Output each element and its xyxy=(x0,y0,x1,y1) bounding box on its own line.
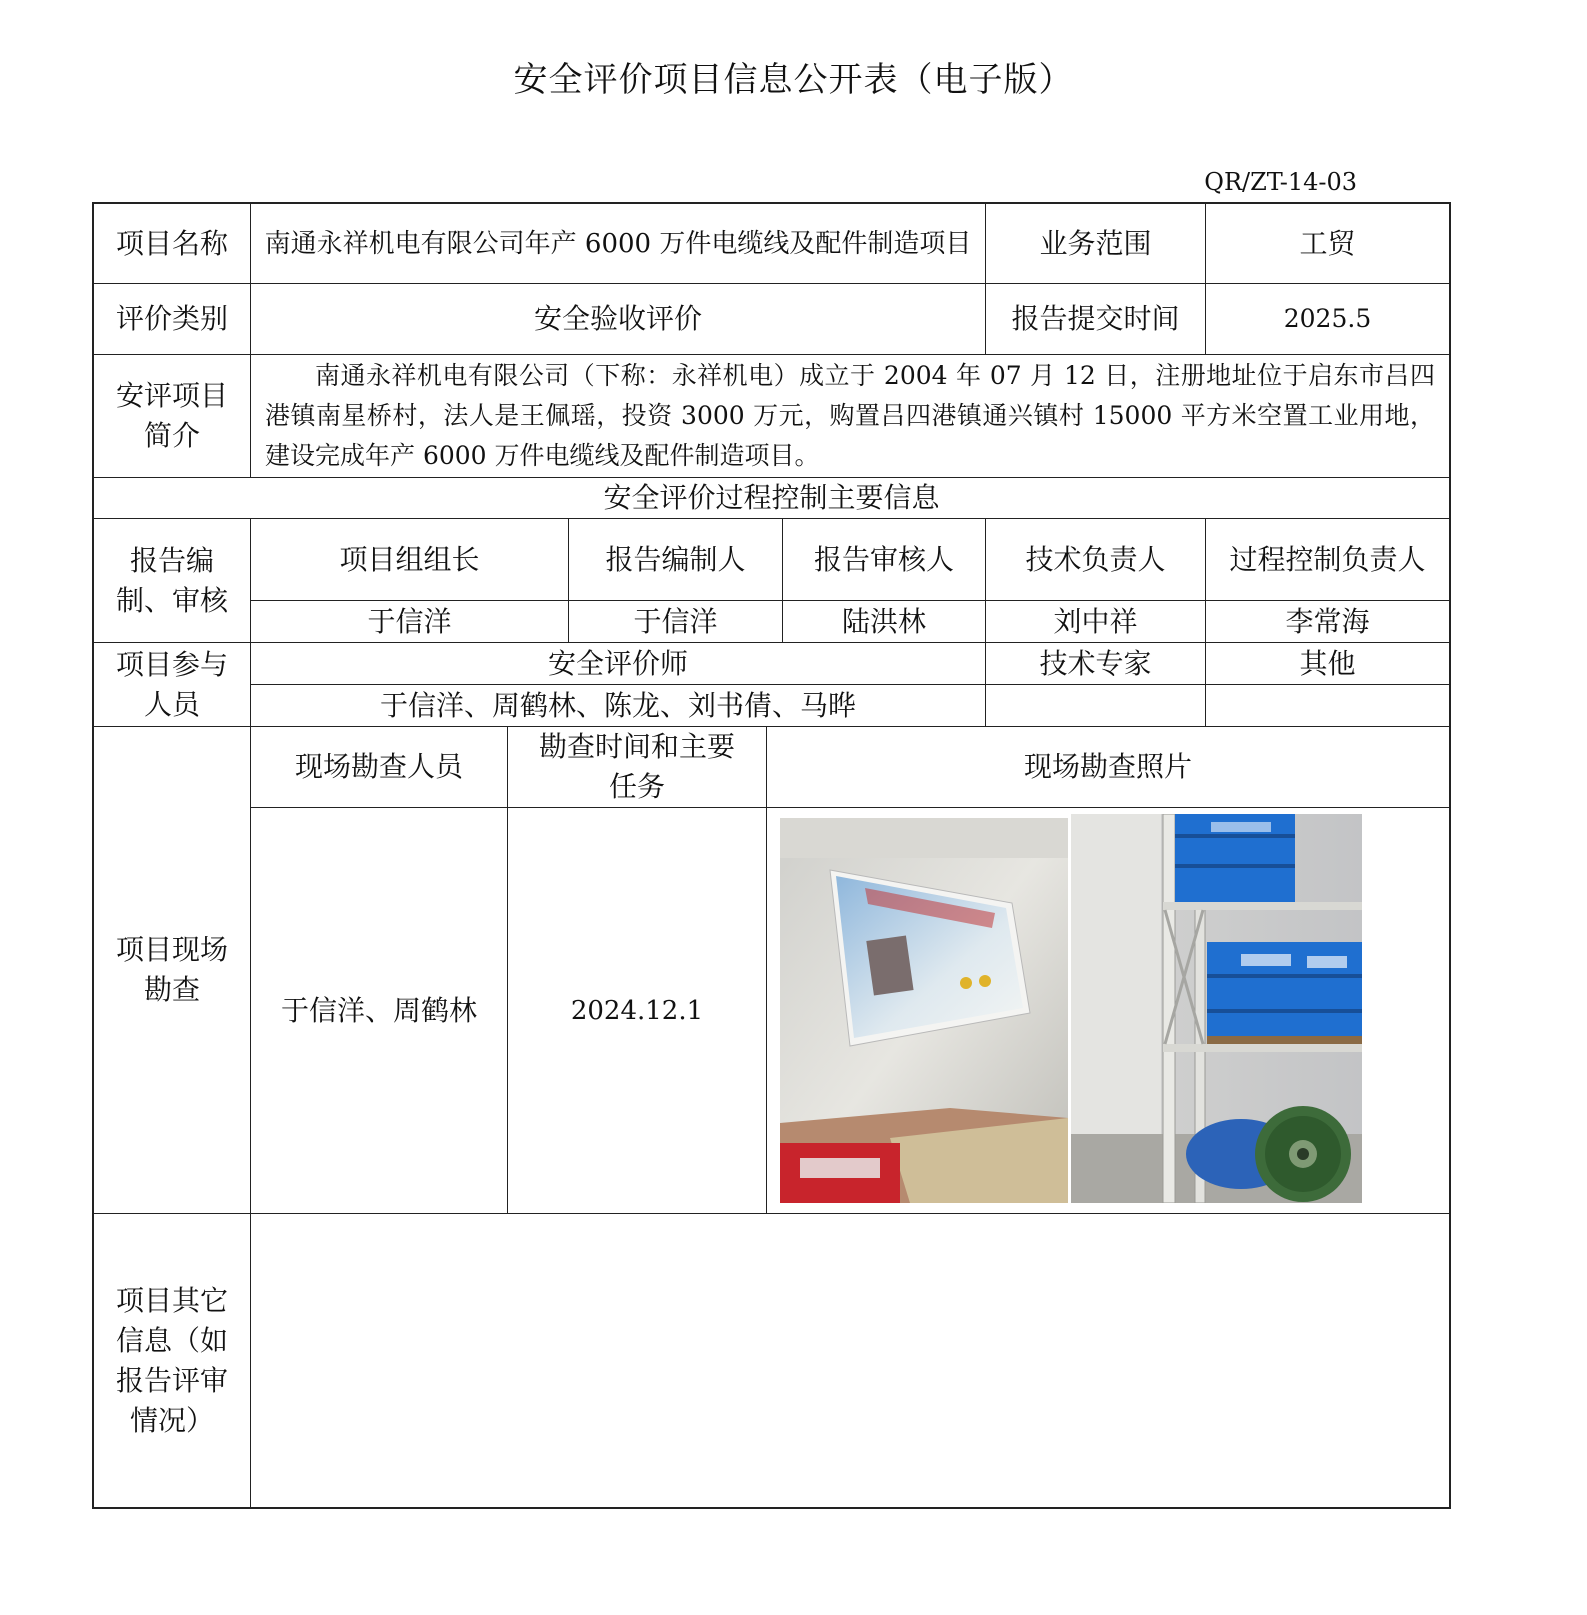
report-submit-time-label: 报告提交时间 xyxy=(1011,302,1180,335)
report-value-tech-lead: 刘中祥 xyxy=(1053,604,1138,638)
participants-header-other: 其他 xyxy=(1299,646,1356,680)
survey-label: 项目现场勘查 xyxy=(115,933,228,1006)
survey-staff-value: 于信洋、周鹤林 xyxy=(280,993,477,1027)
report-header-compiler: 报告编制人 xyxy=(605,542,746,576)
participants-value-evaluators: 于信洋、周鹤林、陈龙、刘书倩、马晔 xyxy=(379,688,856,722)
project-name-label: 项目名称 xyxy=(115,226,228,260)
business-scope-label: 业务范围 xyxy=(1039,226,1152,260)
business-scope-value: 工贸 xyxy=(1299,226,1356,260)
site-photo-storage-shelf xyxy=(1071,814,1362,1203)
project-intro-value xyxy=(251,355,1449,477)
report-submit-time-value: 2025.5 xyxy=(1283,304,1372,333)
project-intro-text: 南通永祥机电有限公司（下称：永祥机电）成立于 2004 年 07 月 12 日，注册地址位于启东市吕四港镇南星桥村，法人是王佩瑶，投资 3000 万元，购置吕四港镇通兴镇村 15000 平方米空置工业用地，建设完成年产 6000 万件电缆线及配件制造项目。 xyxy=(265,361,1435,470)
survey-header-time-task: 勘查时间和主要任务 xyxy=(538,730,735,803)
report-value-process-lead: 李常海 xyxy=(1285,604,1370,638)
evaluation-type-value: 安全验收评价 xyxy=(533,302,702,335)
survey-header-photos: 现场勘查照片 xyxy=(1023,750,1192,783)
participants-label: 项目参与人员 xyxy=(115,647,228,721)
report-value-compiler: 于信洋 xyxy=(633,604,718,638)
other-info-label: 项目其它信息（如报告评审情况） xyxy=(115,1283,228,1437)
survey-header-staff: 现场勘查人员 xyxy=(294,750,463,783)
participants-value-other xyxy=(1206,685,1449,726)
participants-header-experts: 技术专家 xyxy=(1039,646,1152,680)
project-intro-label: 安评项目简介 xyxy=(115,379,228,452)
other-info-value xyxy=(251,1214,1449,1507)
report-header-reviewer: 报告审核人 xyxy=(813,542,954,576)
evaluation-type-label: 评价类别 xyxy=(115,302,228,335)
participants-value-experts xyxy=(986,685,1205,726)
project-name-value: 南通永祥机电有限公司年产 6000 万件电缆线及配件制造项目 xyxy=(264,228,972,259)
report-header-leader: 项目组组长 xyxy=(339,542,480,576)
site-photo-safety-board xyxy=(780,818,1068,1203)
page-title: 安全评价项目信息公开表（电子版） xyxy=(513,60,1074,100)
report-header-tech-lead: 技术负责人 xyxy=(1025,542,1166,576)
report-label: 报告编制、审核 xyxy=(115,543,228,617)
report-header-process-lead: 过程控制负责人 xyxy=(1229,542,1426,576)
section-header: 安全评价过程控制主要信息 xyxy=(603,481,940,514)
form-code: QR/ZT-14-03 xyxy=(1204,168,1357,196)
survey-date-value: 2024.12.1 xyxy=(570,995,704,1026)
report-value-leader: 于信洋 xyxy=(367,604,452,638)
participants-header-evaluators: 安全评价师 xyxy=(547,646,688,680)
report-value-reviewer: 陆洪林 xyxy=(841,604,926,638)
